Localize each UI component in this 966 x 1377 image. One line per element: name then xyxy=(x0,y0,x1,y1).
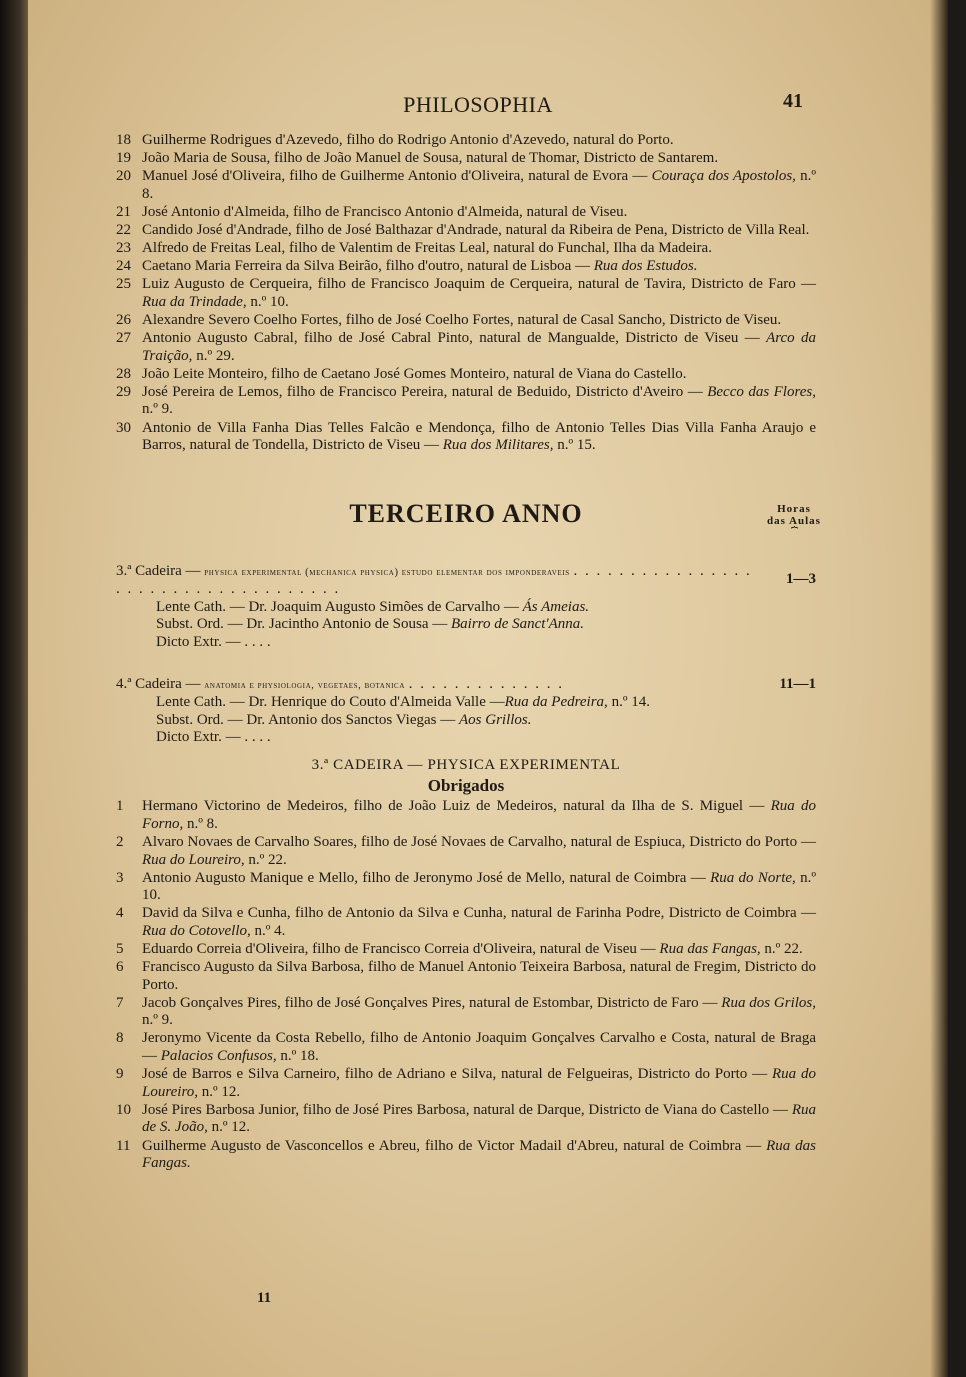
entry-text: Caetano Maria Ferreira da Silva Beirão, filho d'outro, natural de Lisboa — xyxy=(142,258,590,275)
list-item xyxy=(116,798,816,833)
entry-text: Antonio Augusto Manique e Mello, filho de Jeronymo José de Mello, natural de Coimbra — xyxy=(142,869,706,886)
dicto-line: Dicto Extr. — . . . . xyxy=(156,634,271,651)
lente-name: Lente Cath. — Dr. Joaquim Augusto Simões de Carvalho — xyxy=(156,598,519,615)
list-item xyxy=(116,905,816,940)
entry-text: Eduardo Correia d'Oliveira, filho de Francisco Correia d'Oliveira, natural de Viseu — xyxy=(142,940,656,957)
entry-number: 24 xyxy=(116,258,131,275)
entry-address: Becco das Flores, xyxy=(707,383,816,400)
page-edge-shadow xyxy=(930,0,948,1377)
list-item xyxy=(116,276,816,311)
list-item xyxy=(116,1066,816,1101)
list-item xyxy=(116,168,816,203)
entry-text: Manuel José d'Oliveira, filho de Guilherme Antonio d'Oliveira, natural de Evora — xyxy=(142,168,648,185)
entry-text: Jeronymo Vicente da Costa Rebello, filho de Antonio Joaquim Gonçalves Carvalho e Costa, natural de Braga — xyxy=(142,1030,816,1065)
entry-house-number: n.º 29. xyxy=(192,347,235,364)
subst-line xyxy=(156,616,816,634)
entry-address: Arco da Traição, xyxy=(142,330,816,364)
entry-address: Palacios Confusos, xyxy=(160,1048,277,1065)
entry-address: Rua de S. João, xyxy=(142,1101,816,1136)
entry-number: 9 xyxy=(116,1066,124,1083)
entry-number: 22 xyxy=(116,221,131,238)
entry-text: José de Barros e Silva Carneiro, filho de Adriano e Silva, natural de Felgueiras, Districto do Porto — xyxy=(142,1066,768,1083)
entry-address: Rua dos Estudos. xyxy=(593,258,698,275)
entry-text: Guilherme Augusto de Vasconcellos e Abreu, filho de Victor Madail d'Abreu, natural de Coimbra — xyxy=(142,1137,762,1154)
running-head: PHILOSOPHIA xyxy=(403,92,553,117)
entry-text: Alvaro Novaes de Carvalho Soares, filho de José Novaes de Carvalho, natural de Espiuca, Districto do Porto — xyxy=(142,833,816,850)
student-list-top xyxy=(116,132,816,455)
entry-number: 4 xyxy=(116,905,124,922)
list-item xyxy=(116,1102,816,1137)
entry-number: 29 xyxy=(116,383,131,400)
list-item xyxy=(116,222,816,240)
leader-dots: . . . . . . . . . . . . . . xyxy=(408,675,564,692)
entry-text: João Leite Monteiro, filho de Caetano José Gomes Monteiro, natural de Viana do Castello. xyxy=(142,365,687,382)
entry-text: Francisco Augusto da Silva Barbosa, filho de Manuel Antonio Teixeira Barbosa, natural de Fregim, Districto do Porto. xyxy=(142,959,816,993)
entry-address: Rua dos Militares, xyxy=(442,437,554,454)
entry-text: José Pereira de Lemos, filho de Francisco Pereira, natural de Beduido, Districto d'Aveiro — xyxy=(142,383,703,400)
list-item xyxy=(116,312,816,330)
hours-label-2: das Aulas xyxy=(767,514,821,527)
obrigados-heading: Obrigados xyxy=(427,775,505,795)
dicto-line: Dicto Extr. — . . . . xyxy=(156,729,271,746)
course-3-staff xyxy=(116,599,816,652)
entry-house-number: n.º 15. xyxy=(553,437,596,454)
lente-line xyxy=(156,694,816,712)
entry-address: Rua do Cotovello, xyxy=(142,922,251,939)
course-prefix: 4.ª Cadeira — xyxy=(116,675,201,692)
course-prefix: 3.ª Cadeira — xyxy=(116,562,201,579)
entry-house-number: n.º 8. xyxy=(142,168,816,202)
entry-house-number: n.º 4. xyxy=(250,922,286,939)
list-item xyxy=(116,834,816,869)
subst-line xyxy=(156,712,816,730)
entry-text: João Maria de Sousa, filho de João Manuel de Sousa, natural de Thomar, Districto de Santarem. xyxy=(142,150,719,167)
entry-number: 26 xyxy=(116,311,131,328)
subst-address: Bairro de Sanct'Anna. xyxy=(451,616,585,633)
book-page xyxy=(28,0,948,1377)
subst-name: Subst. Ord. — Dr. Antonio dos Sanctos Viegas — xyxy=(156,711,456,728)
entry-number: 2 xyxy=(116,833,124,850)
list-item xyxy=(116,330,816,365)
list-item xyxy=(116,132,816,150)
list-item xyxy=(116,420,816,455)
entry-house-number: n.º 18. xyxy=(276,1048,319,1065)
list-item xyxy=(116,384,816,419)
entry-number: 18 xyxy=(116,132,131,148)
leader-dots: . . . . . . . . . . . . . . . . . . . . . . . . . . . . . . . . . . . . xyxy=(116,562,752,598)
hours-column-header xyxy=(754,503,834,539)
entry-address: Rua do Forno, xyxy=(142,798,817,832)
entry-number: 11 xyxy=(116,1137,131,1154)
course-hours: 11—1 xyxy=(779,675,816,692)
entry-text: Luiz Augusto de Cerqueira, filho de Francisco Joaquim de Cerqueira, natural de Tavira, Districto de Faro — xyxy=(142,276,816,293)
lente-line xyxy=(156,599,816,617)
entry-number: 1 xyxy=(116,798,124,815)
subst-name: Subst. Ord. — Dr. Jacintho Antonio de Sousa — xyxy=(156,616,448,633)
entry-text: José Pires Barbosa Junior, filho de José Pires Barbosa, natural de Darque, Districto de Viana do Castello — xyxy=(142,1101,788,1118)
list-item xyxy=(116,959,816,994)
list-item xyxy=(116,150,816,168)
course-4-cadeira xyxy=(116,676,816,695)
list-item xyxy=(116,366,816,384)
entry-house-number: n.º 8. xyxy=(183,815,218,832)
lente-address: Rua da Pedreira, xyxy=(504,694,608,711)
course-subject: anatomia e physiologia, vegetaes, botanica xyxy=(204,679,405,691)
lente-name: Lente Cath. — Dr. Henrique do Couto d'Almeida Valle — xyxy=(156,694,505,711)
entry-number: 25 xyxy=(116,276,131,293)
entry-number: 5 xyxy=(116,940,124,957)
section-title-text: TERCEIRO ANNO xyxy=(349,498,583,528)
page-number: 41 xyxy=(783,90,803,112)
page-content xyxy=(116,132,821,1173)
entry-number: 30 xyxy=(116,419,131,436)
entry-address: Rua dos Grilos, xyxy=(721,994,817,1011)
list-item xyxy=(116,1138,816,1173)
entry-text: Antonio Augusto Cabral, filho de José Cabral Pinto, natural de Mangualde, Districto de Viseu — xyxy=(142,330,760,347)
brace-icon: ⏞ xyxy=(790,525,798,540)
list-item xyxy=(116,941,816,959)
student-list-bottom xyxy=(116,798,816,1172)
course-hours: 1—3 xyxy=(786,570,816,587)
entry-text: José Antonio d'Almeida, filho de Francisco Antonio d'Almeida, natural de Viseu. xyxy=(142,203,628,220)
list-item xyxy=(116,870,816,905)
list-item xyxy=(116,204,816,222)
entry-text: Candido José d'Andrade, filho de José Balthazar d'Andrade, natural da Ribeira de Pena, Districto de Villa Real. xyxy=(142,221,810,238)
list-item xyxy=(116,1030,816,1065)
entry-number: 8 xyxy=(116,1030,124,1047)
hours-label: Horas xyxy=(777,502,811,515)
entry-number: 20 xyxy=(116,168,131,185)
entry-text: Jacob Gonçalves Pires, filho de José Gonçalves Pires, natural de Estombar, Districto de Faro — xyxy=(142,994,718,1011)
entry-address: Rua do Loureiro, xyxy=(142,1066,816,1100)
course-3-cadeira xyxy=(116,563,816,599)
entry-number: 28 xyxy=(116,365,131,382)
course-subject: physica experimental (mechanica physica) estudo elementar dos imponderaveis xyxy=(204,566,570,578)
entry-house-number: n.º 10. xyxy=(142,869,817,904)
entry-address: Rua das Fangas, xyxy=(659,940,761,957)
entry-house-number: n.º 22. xyxy=(244,851,287,868)
entry-text: Alexandre Severo Coelho Fortes, filho de José Coelho Fortes, natural de Casal Sancho, Districto de Viseu. xyxy=(142,311,782,328)
entry-number: 19 xyxy=(116,150,131,167)
entry-address: Couraça dos Apostolos, xyxy=(651,168,796,185)
list-item xyxy=(116,240,816,258)
entry-address: Rua da Trindade, xyxy=(142,293,247,310)
entry-house-number: n.º 12. xyxy=(207,1119,250,1136)
entry-address: Rua das Fangas. xyxy=(142,1137,816,1172)
entry-text: David da Silva e Cunha, filho de Antonio da Silva e Cunha, natural de Farinha Podre, Districto de Coimbra — xyxy=(142,905,816,922)
list-item xyxy=(116,258,816,276)
entry-house-number: n.º 9. xyxy=(142,1012,173,1029)
section-title xyxy=(116,498,821,540)
entry-text: Antonio de Villa Fanha Dias Telles Falcão e Mendonça, filho de Antonio Telles Dias Villa Fanha Araujo e Barros, natural de Tondella, Districto de Viseu — xyxy=(142,419,816,454)
lente-address: Ás Ameias. xyxy=(522,598,590,615)
entry-text: Guilherme Rodrigues d'Azevedo, filho do Rodrigo Antonio d'Azevedo, natural do Porto. xyxy=(142,132,674,148)
entry-number: 6 xyxy=(116,959,124,976)
entry-number: 21 xyxy=(116,203,131,220)
sub-section-title: 3.ª CADEIRA — PHYSICA EXPERIMENTAL xyxy=(311,757,621,774)
book-spine-shadow xyxy=(0,0,28,1377)
entry-address: Rua do Loureiro, xyxy=(142,851,245,868)
entry-number: 7 xyxy=(116,994,124,1011)
entry-text: Hermano Victorino de Medeiros, filho de João Luiz de Medeiros, natural da Ilha de S. Miguel — xyxy=(142,798,765,815)
lente-number: n.º 14. xyxy=(607,694,650,711)
entry-number: 27 xyxy=(116,330,131,347)
entry-house-number: n.º 22. xyxy=(760,940,803,957)
entry-address: Rua do Norte, xyxy=(710,869,796,886)
signature-mark: 11 xyxy=(257,1290,272,1306)
entry-number: 23 xyxy=(116,240,131,257)
entry-number: 10 xyxy=(116,1101,131,1118)
course-4-staff xyxy=(116,694,816,747)
list-item xyxy=(116,995,816,1030)
entry-number: 3 xyxy=(116,869,124,886)
subst-address: Aos Grillos. xyxy=(459,711,532,728)
entry-house-number: n.º 12. xyxy=(197,1083,241,1100)
entry-house-number: n.º 9. xyxy=(142,401,173,418)
entry-text: Alfredo de Freitas Leal, filho de Valentim de Freitas Leal, natural do Funchal, Ilha da Madeira. xyxy=(142,240,712,257)
entry-house-number: n.º 10. xyxy=(246,293,289,310)
